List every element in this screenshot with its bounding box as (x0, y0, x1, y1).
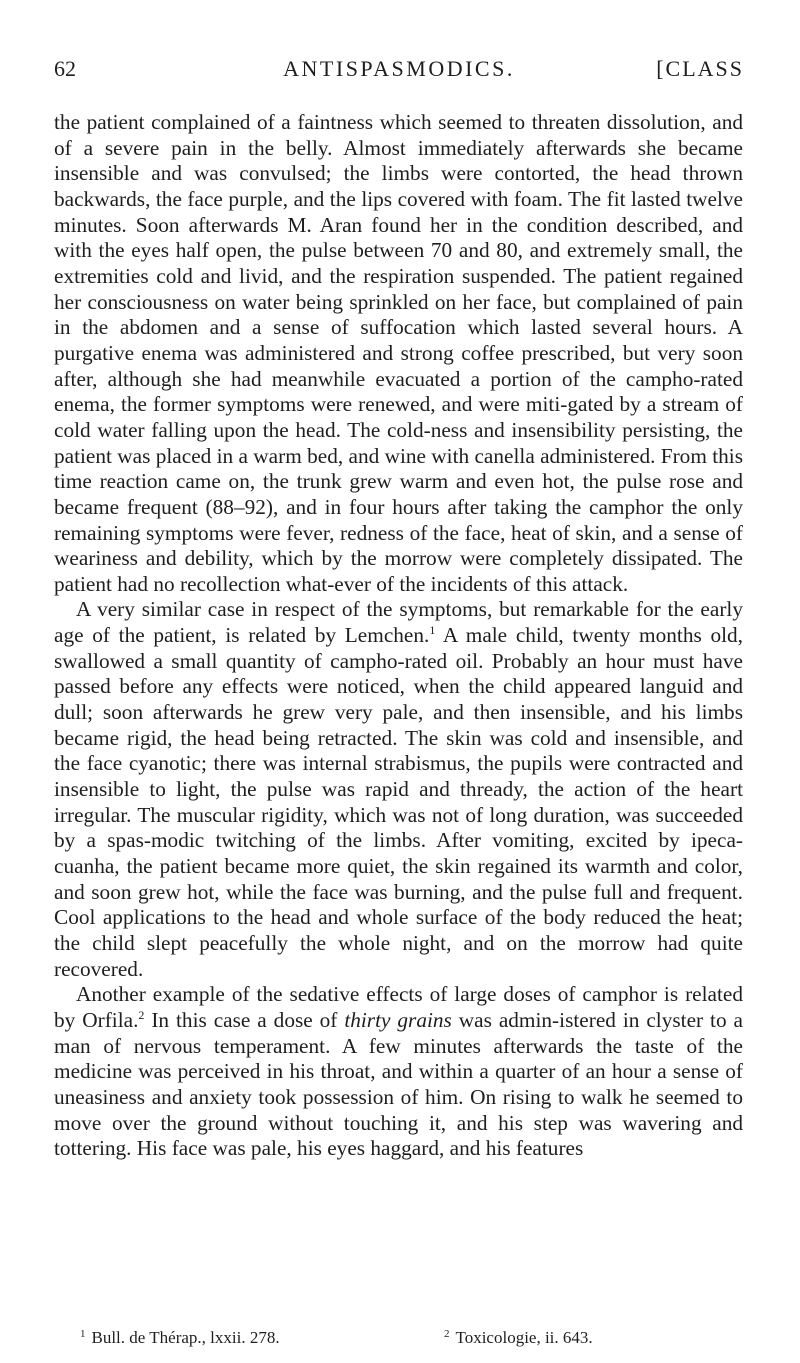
paragraph-text: A male child, twenty months old, swallowed a small quantity of campho-rated oil. Probably an hour must have passed before any effects were noticed, when the child appeared languid and dull; soon afterwards he grew very pale, and then insensible, and his limbs became rigid, the head being retracted. The skin was cold and insensible, and the face cyanotic; there was internal strabismus, the pupils were contracted and insensible to light, the pulse was rapid and thready, the action of the heart irregular. The muscular rigidity, which was not of long duration, was succeeded by a spas-modic twitching of the limbs. After vomiting, excited by ipeca-cuanha, the patient became more quiet, the skin regained its warmth and color, and soon grew hot, while the face was burning, and the pulse full and frequent. Cool applications to the head and whole surface of the body reduced the heat; the child slept peacefully the whole night, and on the morrow had quite recovered. (54, 623, 743, 981)
page-number: 62 (54, 56, 76, 81)
footnote-mark: 1 (80, 1328, 86, 1340)
paragraph-text: was admin-istered in clyster to a man of nervous temperament. A few minutes afterwards the taste of the medicine was perceived in his throat, and within a quarter of an hour a sense of uneasiness and anxiety took possession of him. On rising to walk he seemed to move over the ground without touching it, and his step was wavering and tottering. His face was pale, his eyes haggard, and his features (54, 1007, 743, 1161)
emphasis-dose: thirty grains (344, 1007, 452, 1032)
footnote-2 (444, 1327, 593, 1349)
paragraph-lemchen-case (54, 597, 743, 982)
paragraph-text: A very similar case in respect of the symptoms, but remarkable for the early age of the patient, is related by Lemchen. (54, 597, 743, 648)
paragraph-aran-case: the patient complained of a faintness which seemed to threaten dissolution, and of a severe pain in the belly. Almost immediately afterwards she became insensible and was convulsed; the limbs were contorted, the head thrown backwards, the face purple, and the lips covered with foam. The fit lasted twelve minutes. Soon afterwards M. Aran found her in the condition described, and with the eyes half open, the pulse between 70 and 80, and extremely small, the extremities cold and livid, and the respiration suspended. The patient regained her consciousness on water being sprinkled on her face, but complained of pain in the abdomen and a sense of suffocation which lasted several hours. A purgative enema was administered and strong coffee prescribed, but very soon after, although she had meanwhile evacuated a portion of the campho-rated enema, the former symptoms were renewed, and were miti-gated by a stream of cold water falling upon the head. The cold-ness and insensibility persisting, the patient was placed in a warm bed, and wine with canella administered. From this time reaction came on, the trunk grew warm and even hot, the pulse rose and became frequent (88–92), and in four hours after taking the camphor the only remaining symptoms were fever, redness of the face, heat of skin, and a sense of weariness and debility, which by the morrow were completely dissipated. The patient had no recollection what-ever of the incidents of this attack. (54, 110, 743, 596)
footnote-ref-2: 2 (138, 1007, 145, 1022)
footnote-ref-1: 1 (429, 623, 436, 638)
paragraph-text: In this case a dose of (144, 1007, 345, 1032)
running-header (54, 52, 744, 86)
body-text (54, 110, 743, 1162)
footnote-1 (80, 1327, 280, 1349)
footnote-text: Toxicologie, ii. 643. (455, 1328, 593, 1347)
running-title: ANTISPASMODICS. (283, 56, 515, 81)
paragraph-text: Another example of the sedative effects of large doses of camphor is related by Orfila. (54, 982, 743, 1032)
paragraph-orfila-case (54, 982, 743, 1162)
section-label: [CLASS (656, 56, 744, 81)
footnote-text: Bull. de Thérap., lxxii. 278. (91, 1328, 280, 1347)
footnote-mark: 2 (444, 1328, 450, 1340)
